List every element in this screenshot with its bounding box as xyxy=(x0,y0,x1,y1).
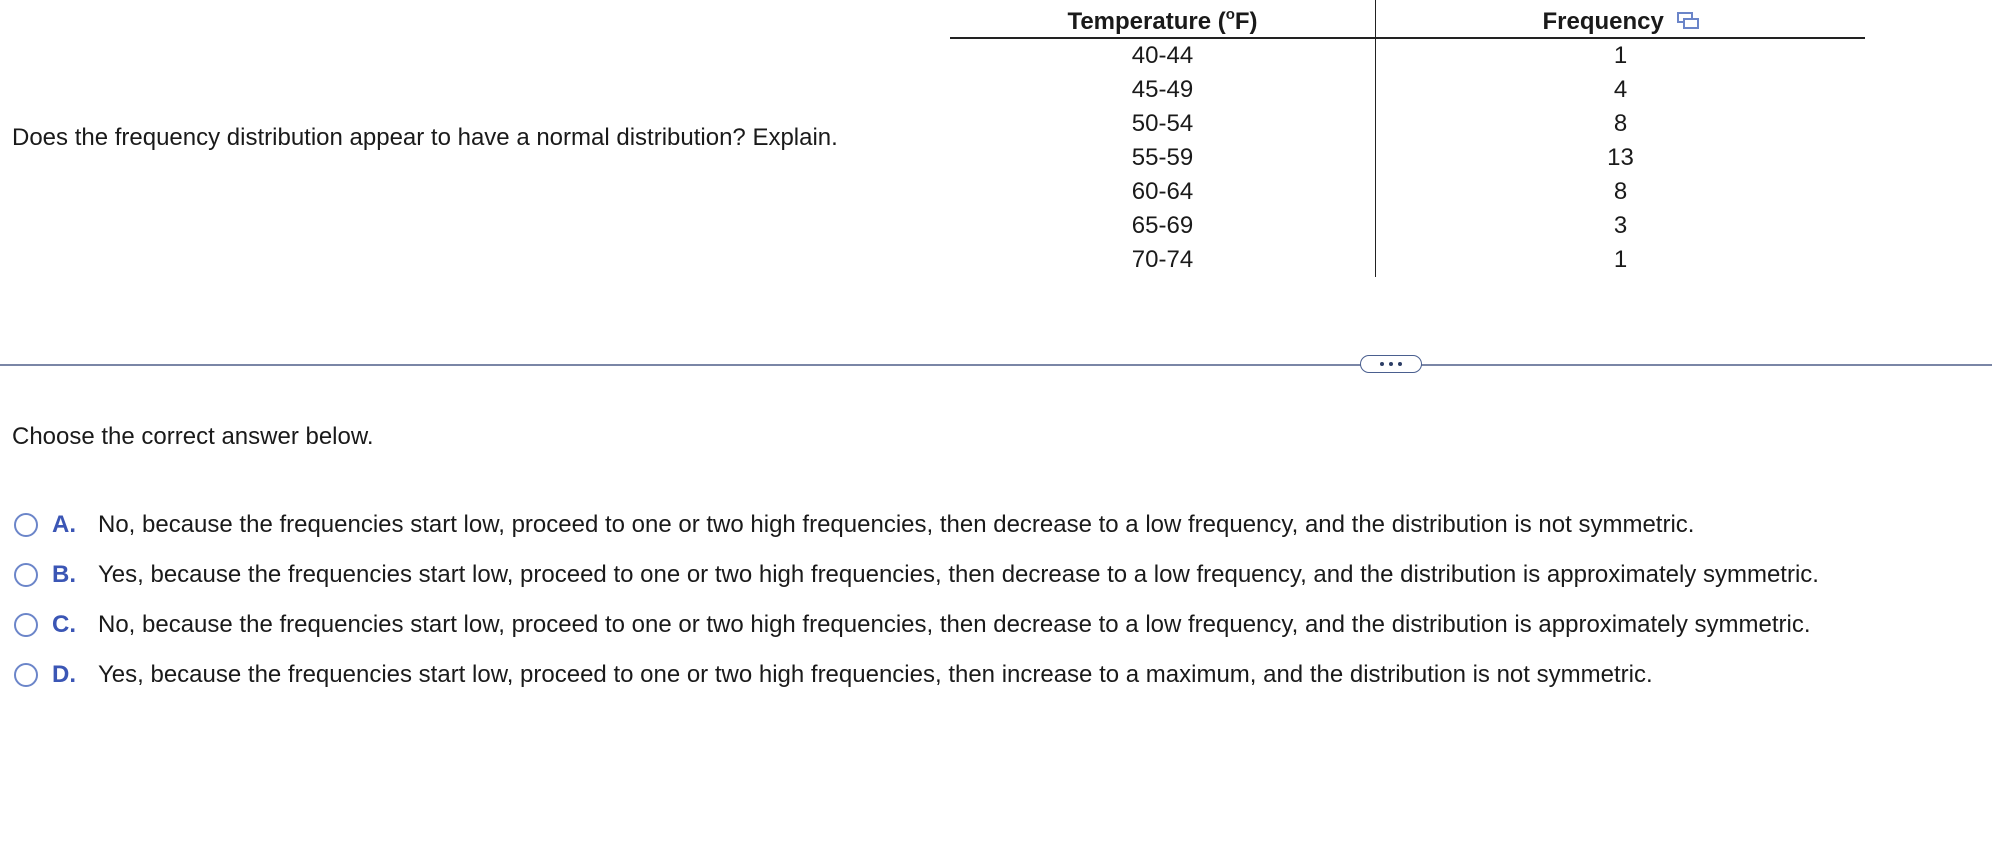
option-text: Yes, because the frequencies start low, proceed to one or two high frequencies, then decrease to a low frequency, and the distribution is approximately symmetric. xyxy=(98,561,1819,588)
temperature-header-prefix: Temperature ( xyxy=(1067,8,1226,35)
option-text: Yes, because the frequencies start low, proceed to one or two high frequencies, then increase to a maximum, and the distribution is not symmetric. xyxy=(98,661,1653,688)
ellipsis-icon xyxy=(1389,362,1393,366)
option-letter: C. xyxy=(52,611,76,638)
temperature-cell: 55-59 xyxy=(950,141,1376,175)
temperature-cell: 70-74 xyxy=(950,243,1376,277)
degree-symbol: o xyxy=(1225,6,1235,23)
frequency-cell: 13 xyxy=(1607,144,1634,171)
option-b[interactable] xyxy=(14,550,1819,600)
ellipsis-icon xyxy=(1380,362,1384,366)
question-text: Does the frequency distribution appear to have a normal distribution? Explain. xyxy=(12,124,838,151)
more-button[interactable] xyxy=(1360,355,1422,373)
frequency-cell: 8 xyxy=(1613,178,1628,205)
table-row xyxy=(950,107,1865,141)
frequency-cell: 3 xyxy=(1613,212,1628,239)
frequency-cell: 8 xyxy=(1613,110,1628,137)
frequency-cell: 4 xyxy=(1613,76,1628,103)
option-d[interactable] xyxy=(14,650,1819,700)
option-text: No, because the frequencies start low, proceed to one or two high frequencies, then decrease to a low frequency, and the distribution is approximately symmetric. xyxy=(98,611,1811,638)
temperature-cell: 40-44 xyxy=(950,38,1376,73)
answer-options xyxy=(14,500,1819,700)
option-a[interactable] xyxy=(14,500,1819,550)
frequency-header xyxy=(1376,0,1866,38)
temperature-cell: 45-49 xyxy=(950,73,1376,107)
temperature-cell: 50-54 xyxy=(950,107,1376,141)
radio-button-icon[interactable] xyxy=(14,613,38,637)
ellipsis-icon xyxy=(1398,362,1402,366)
table-row xyxy=(950,141,1865,175)
section-divider xyxy=(0,364,1992,366)
option-letter: A. xyxy=(52,511,76,538)
table-row xyxy=(950,73,1865,107)
radio-button-icon[interactable] xyxy=(14,563,38,587)
table-row xyxy=(950,209,1865,243)
temperature-header xyxy=(950,0,1376,38)
option-letter: D. xyxy=(52,661,76,688)
table-row xyxy=(950,38,1865,73)
table-header-row xyxy=(950,0,1865,38)
temperature-header-suffix: F) xyxy=(1234,8,1258,35)
option-letter: B. xyxy=(52,561,76,588)
popout-icon[interactable] xyxy=(1677,8,1699,26)
option-c[interactable] xyxy=(14,600,1819,650)
radio-button-icon[interactable] xyxy=(14,513,38,537)
temperature-cell: 65-69 xyxy=(950,209,1376,243)
frequency-table xyxy=(950,0,1865,277)
answer-prompt: Choose the correct answer below. xyxy=(12,423,374,450)
frequency-cell: 1 xyxy=(1613,246,1628,273)
frequency-header-label: Frequency xyxy=(1542,8,1664,35)
table-row xyxy=(950,175,1865,209)
radio-button-icon[interactable] xyxy=(14,663,38,687)
option-text: No, because the frequencies start low, proceed to one or two high frequencies, then decrease to a low frequency, and the distribution is not symmetric. xyxy=(98,511,1695,538)
frequency-cell: 1 xyxy=(1613,42,1628,69)
table-row xyxy=(950,243,1865,277)
temperature-cell: 60-64 xyxy=(950,175,1376,209)
